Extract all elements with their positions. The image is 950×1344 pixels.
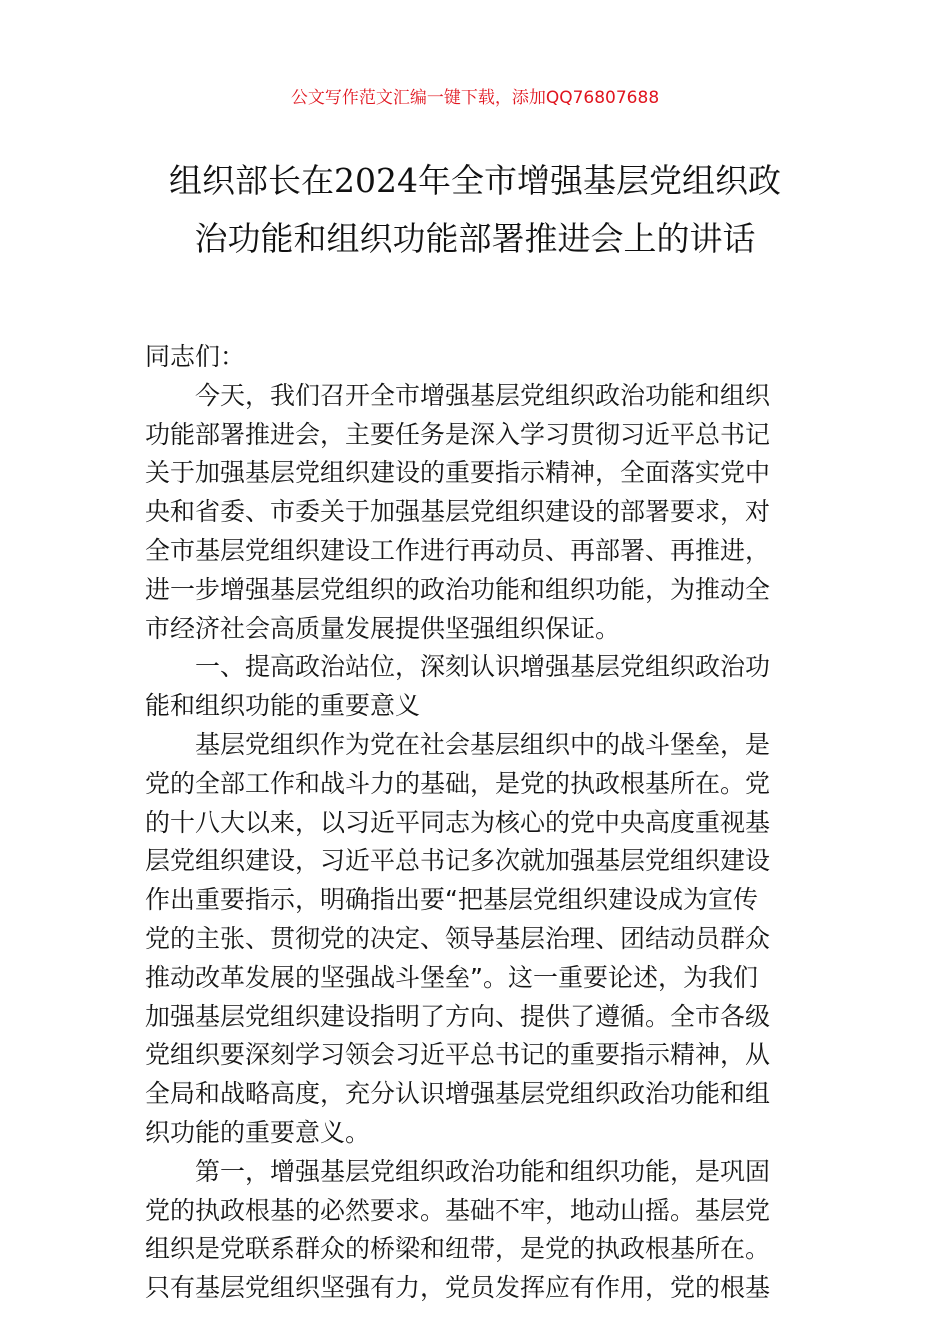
document-title — [120, 152, 830, 268]
section-heading-1: 一、提高政治站位，深刻认识增强基层党组织政治功 能和组织功能的重要意义 — [145, 652, 771, 721]
paragraph-significance: 基层党组织作为党在社会基层组织中的战斗堡垒，是 党的全部工作和战斗力的基础，是党的执政根基所在。党 的十八大以来，以习近平同志为核心的党中央高度重视基 层党组织建设，习近平总书记多次就加强基层党组织建设 作出重要指示，明确指出要“把基层党组织建设成为宣传 党的主张、贯彻党的决定、领导基层治理、团结动员群众 推动改革发展的坚强战斗堡垒”。这一重要论述，为我们 加强基层党组织建设指明了方向、提供了遵循。全市各级 党组织要深刻学习领会习近平总书记的重要指示精神，从 全局和战略高度，充分认识增强基层党组织政治功能和组 织功能的重要意义。 — [145, 729, 771, 1147]
document-body — [145, 338, 811, 1308]
paragraph-intro: 今天，我们召开全市增强基层党组织政治功能和组织 功能部署推进会，主要任务是深入学习贯彻习近平总书记 关于加强基层党组织建设的重要指示精神，全面落实党中 央和省委、市委关于加强基层党组织建设的部署要求，对 全市基层党组织建设工作进行再动员、再部署、再推进， 进一步增强基层党组织的政治功能和组织功能，为推动全 市经济社会高质量发展提供坚强组织保证。 — [145, 380, 771, 643]
title-line-1: 组织部长在2024年全市增强基层党组织政 — [169, 161, 781, 200]
download-watermark: 公文写作范文汇编一键下载，添加QQ76807688 — [290, 88, 660, 108]
title-line-2: 治功能和组织功能部署推进会上的讲话 — [194, 219, 756, 258]
paragraph-first-point: 第一，增强基层党组织政治功能和组织功能，是巩固 党的执政根基的必然要求。基础不牢，地动山摇。基层党 组织是党联系群众的桥梁和纽带，是党的执政根基所在。 只有基层党组织坚强有力，党员发挥应有作用，党的根基 — [145, 1156, 771, 1303]
salutation: 同志们： — [145, 342, 246, 371]
